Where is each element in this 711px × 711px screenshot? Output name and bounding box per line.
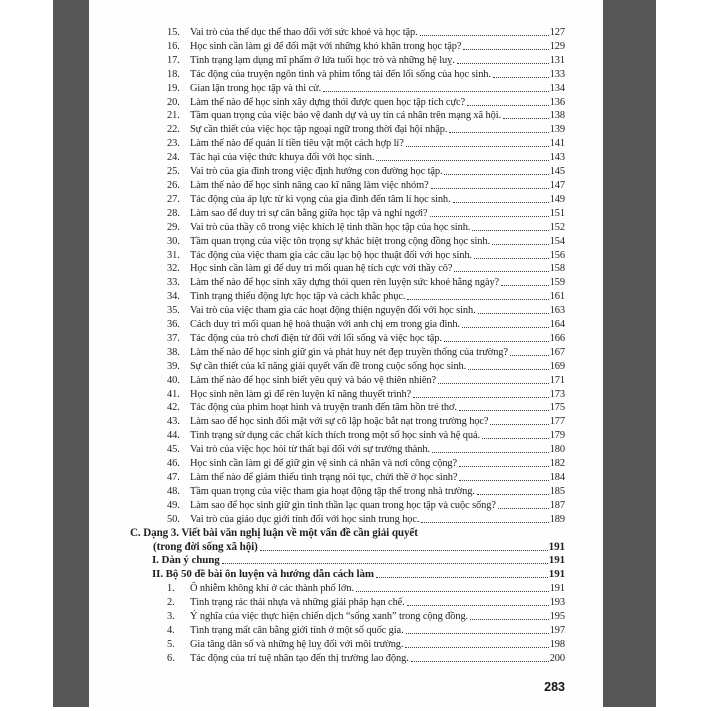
dot-leader	[430, 216, 549, 217]
toc-entry-title: Tác động của phim hoạt hình và truyện tranh đến tâm hồn trẻ thơ.	[190, 402, 457, 414]
toc-entry-page: 189	[549, 513, 565, 525]
toc-entry	[89, 401, 603, 415]
toc-entry-page: 149	[549, 193, 565, 205]
toc-entry-title: Sự cần thiết của việc học tập ngoại ngữ trong thời đại hội nhập.	[190, 124, 448, 136]
toc-entry-number: 41.	[167, 388, 180, 400]
toc-entry-number: 38.	[167, 346, 180, 358]
toc-entry-number: 17.	[167, 54, 180, 66]
toc-entry	[89, 568, 603, 582]
toc-entry	[89, 68, 603, 82]
book-page	[89, 0, 603, 711]
dot-leader	[453, 202, 549, 203]
toc-entry	[89, 179, 603, 193]
toc-entry-number: 16.	[167, 40, 180, 52]
toc-entry	[89, 610, 603, 624]
toc-entry-number: 26.	[167, 179, 180, 191]
dot-leader	[376, 160, 548, 161]
dot-leader	[323, 91, 549, 92]
toc-entry-number: 29.	[167, 221, 180, 233]
dot-leader	[411, 661, 549, 662]
toc-entry-page: 191	[548, 540, 565, 553]
toc-entry-title: Tác hại của việc thức khuya đối với học sinh.	[190, 152, 375, 164]
toc-entry-number: 30.	[167, 235, 180, 247]
toc-entry-title: Làm thế nào để học sinh xây dựng thói quen rèn luyện sức khoẻ hằng ngày?	[190, 277, 500, 289]
dot-leader	[407, 299, 548, 300]
toc-entry-title: Làm thế nào để quản lí tiền tiêu vặt một cách hợp lí?	[190, 138, 404, 150]
toc-entry	[89, 443, 603, 457]
toc-entry-page: 198	[549, 638, 565, 650]
toc-entry-page: 163	[549, 305, 565, 317]
toc-entry	[89, 151, 603, 165]
dot-leader	[463, 49, 548, 50]
toc-entry-title: Tầm quan trọng của việc bảo vệ danh dự và uy tín cá nhân trên mạng xã hội.	[190, 110, 502, 122]
toc-entry-number: 20.	[167, 96, 180, 108]
dot-leader	[490, 424, 548, 425]
toc-entry-title: Làm sao để học sinh giữ gìn tinh thần lạc quan trong học tập và cuộc sống?	[190, 499, 496, 511]
toc-entry-page: 159	[549, 277, 565, 289]
toc-entry-page: 145	[549, 166, 565, 178]
toc-entry	[89, 82, 603, 96]
dot-leader	[470, 619, 549, 620]
toc-entry-number: 5.	[167, 638, 175, 650]
table-of-contents	[89, 26, 603, 666]
toc-entry-number: 21.	[167, 110, 180, 122]
toc-entry-page: 134	[549, 82, 565, 94]
toc-entry-page: 184	[549, 472, 565, 483]
toc-entry-number: 4.	[167, 624, 175, 636]
toc-entry	[89, 26, 603, 40]
dot-leader	[501, 285, 549, 286]
toc-entry	[89, 304, 603, 318]
toc-entry	[89, 513, 603, 527]
toc-entry-title: Tác động của trí tuệ nhân tạo đến thị trường lao động.	[190, 652, 409, 664]
toc-entry-page: 185	[549, 485, 565, 497]
page-edge-shadow-left	[53, 0, 89, 707]
toc-entry	[89, 471, 603, 485]
toc-entry-title: Sự cần thiết của kĩ năng giải quyết vấn đề trong cuộc sống học sinh.	[190, 360, 467, 372]
toc-entry-title: Cách duy trì mối quan hệ hoà thuận với anh chị em trong gia đình.	[190, 319, 460, 331]
toc-entry-title: Tầm quan trọng của việc tham gia hoạt động tập thể trong nhà trường.	[190, 485, 475, 497]
toc-entry	[89, 360, 603, 374]
toc-entry-page: 131	[549, 54, 565, 66]
toc-entry	[89, 638, 603, 652]
toc-entry-page: 179	[549, 430, 565, 442]
toc-entry-title: Vai trò của thầy cô trong việc khích lệ tinh thần học tập của học sinh.	[190, 221, 471, 233]
toc-entry-number: 42.	[167, 402, 180, 414]
dot-leader	[462, 327, 549, 328]
toc-entry-title: I. Dàn ý chung	[152, 554, 220, 567]
toc-entry	[89, 596, 603, 610]
toc-entry	[89, 554, 603, 568]
toc-entry-title: Tình trạng rác thải nhựa và những giải pháp hạn chế.	[190, 597, 405, 609]
toc-entry-page: 156	[549, 249, 565, 261]
toc-entry-number: 43.	[167, 416, 180, 428]
dot-leader	[376, 577, 548, 578]
toc-entry-page: 191	[548, 554, 565, 567]
toc-entry-page: 154	[549, 235, 565, 247]
toc-entry	[89, 96, 603, 110]
toc-entry-title: Làm thế nào để học sinh xây dựng thói được quen học tập tích cực?	[190, 96, 465, 108]
toc-entry-title: Làm thế nào để giảm thiểu tình trạng nói tục, chửi thề ở học sinh?	[190, 472, 458, 483]
toc-entry-title: Tình trạng mất cân bằng giới tính ở một số quốc gia.	[190, 624, 404, 636]
toc-entry-title: Làm sao để duy trì sự cân bằng giữa học tập và nghỉ ngơi?	[190, 207, 428, 219]
dot-leader	[260, 550, 548, 551]
toc-entry-page: 193	[549, 597, 565, 609]
toc-entry	[89, 137, 603, 151]
toc-entry-number: 50.	[167, 513, 180, 525]
toc-entry-title: Vai trò của việc tham gia các hoạt động thiện nguyện đối với học sinh.	[190, 305, 476, 317]
toc-entry-title: Làm thế nào để học sinh nâng cao kĩ năng làm việc nhóm?	[190, 179, 429, 191]
toc-entry-page: 171	[549, 374, 565, 386]
dot-leader	[421, 522, 548, 523]
toc-entry-number: 46.	[167, 458, 180, 470]
toc-entry	[89, 652, 603, 666]
dot-leader	[459, 480, 548, 481]
toc-entry-title: Vai trò của gia đình trong việc định hướng con đường học tập.	[190, 166, 443, 178]
toc-entry-number: 24.	[167, 152, 180, 164]
toc-entry-title: Tác động của truyện ngôn tình và phim tổng tài đến lối sống của học sinh.	[190, 68, 491, 80]
toc-entry-page: 127	[549, 27, 565, 38]
toc-entry-title: Làm thế nào để học sinh giữ gìn và phát huy nét đẹp truyền thống của trường?	[190, 346, 508, 358]
toc-entry-page: 152	[549, 221, 565, 233]
toc-entry-page: 175	[549, 402, 565, 414]
toc-entry-page: 173	[549, 388, 565, 400]
toc-entry-number: 6.	[167, 652, 175, 664]
toc-entry	[89, 582, 603, 596]
dot-leader	[457, 63, 549, 64]
toc-entry-number: 25.	[167, 166, 180, 178]
toc-entry-page: 187	[549, 499, 565, 511]
dot-leader	[431, 188, 549, 189]
toc-entry-title: Gia tăng dân số và những hệ luỵ đối với môi trường.	[190, 638, 404, 650]
toc-entry	[89, 109, 603, 123]
toc-entry-page: 147	[549, 179, 565, 191]
toc-entry-page: 177	[549, 416, 565, 428]
toc-entry-number: 39.	[167, 360, 180, 372]
page-edge-shadow-right	[603, 0, 656, 707]
toc-entry-number: 35.	[167, 305, 180, 317]
toc-entry	[89, 318, 603, 332]
toc-entry	[89, 499, 603, 513]
toc-entry-title: II. Bộ 50 đề bài ôn luyện và hướng dẫn cách làm	[152, 568, 374, 581]
toc-entry-number: 3.	[167, 611, 175, 623]
toc-entry-number: 31.	[167, 249, 180, 261]
toc-entry-page: 164	[549, 319, 565, 331]
dot-leader	[222, 563, 548, 564]
toc-entry-number: 2.	[167, 597, 175, 609]
toc-entry-title: Học sinh nên làm gì để rèn luyện kĩ năng thuyết trình?	[190, 388, 412, 400]
dot-leader	[482, 438, 549, 439]
dot-leader	[510, 355, 549, 356]
toc-entry-page: 129	[549, 40, 565, 52]
toc-entry-page: 141	[549, 138, 565, 150]
toc-entry-number: 32.	[167, 263, 180, 275]
toc-entry-number: 37.	[167, 332, 180, 344]
toc-entry-page: 191	[548, 568, 565, 581]
toc-entry	[89, 262, 603, 276]
toc-entry-number: 28.	[167, 207, 180, 219]
toc-entry-title: Vai trò của việc học hỏi từ thất bại đối với sự trưởng thành.	[190, 444, 430, 456]
dot-leader	[449, 132, 548, 133]
toc-entry-page: 191	[549, 583, 565, 595]
toc-entry-title: Vai trò của thể dục thể thao đối với sức khoẻ và học tập.	[190, 27, 418, 38]
toc-entry-title: Ô nhiễm không khí ở các thành phố lớn.	[190, 583, 354, 595]
toc-entry-number: 22.	[167, 124, 180, 136]
toc-entry	[89, 388, 603, 402]
dot-leader	[432, 452, 549, 453]
toc-entry-page: 182	[549, 458, 565, 470]
toc-entry-page: 161	[549, 291, 565, 303]
toc-entry-page: 166	[549, 332, 565, 344]
dot-leader	[405, 647, 548, 648]
dot-leader	[356, 591, 549, 592]
toc-entry-page: 195	[549, 611, 565, 623]
toc-entry-page: 133	[549, 68, 565, 80]
toc-entry-number: 49.	[167, 499, 180, 511]
toc-entry	[89, 457, 603, 471]
toc-entry	[89, 415, 603, 429]
toc-entry-title: Tác động của trò chơi điện tử đối với lối sống và việc học tập.	[190, 332, 442, 344]
toc-entry-number: 19.	[167, 82, 180, 94]
toc-entry-title: Làm sao để học sinh đối mặt với sự cô lập hoặc bắt nạt trong trường học?	[190, 416, 489, 428]
dot-leader	[459, 410, 549, 411]
toc-entry-page: 167	[549, 346, 565, 358]
toc-entry	[89, 485, 603, 499]
toc-entry-number: 27.	[167, 193, 180, 205]
toc-entry-title: Vai trò của giáo dục giới tính đối với học sinh trung học.	[190, 513, 420, 525]
dot-leader	[406, 146, 549, 147]
toc-entry-number: 36.	[167, 319, 180, 331]
toc-entry-title: Tầm quan trọng của việc tôn trọng sự khác biệt trong cộng đồng học sinh.	[190, 235, 490, 247]
toc-entry-title: Học sinh cần làm gì để giữ gìn vệ sinh cá nhân và nơi công cộng?	[190, 458, 458, 470]
toc-entry	[89, 249, 603, 263]
toc-entry-page: 139	[549, 124, 565, 136]
dot-leader	[444, 341, 549, 342]
toc-entry-page: 158	[549, 263, 565, 275]
dot-leader	[438, 383, 549, 384]
dot-leader	[413, 397, 549, 398]
toc-entry-title: Tình trạng lạm dụng mĩ phẩm ở lứa tuổi học trò và những hệ luỵ.	[190, 54, 455, 66]
toc-entry-number: 40.	[167, 374, 180, 386]
toc-entry	[89, 276, 603, 290]
toc-entry-page: 197	[549, 624, 565, 636]
dot-leader	[444, 174, 548, 175]
toc-entry-page: 136	[549, 96, 565, 108]
toc-entry-number: 34.	[167, 291, 180, 303]
toc-entry-title: Tác động của việc tham gia các câu lạc bộ học thuật đối với học sinh.	[190, 249, 472, 261]
toc-entry	[89, 193, 603, 207]
dot-leader	[477, 494, 549, 495]
toc-entry-number: 1.	[167, 583, 175, 595]
dot-leader	[467, 105, 549, 106]
toc-entry-page: 169	[549, 360, 565, 372]
dot-leader	[459, 466, 549, 467]
dot-leader	[406, 633, 549, 634]
toc-entry	[89, 290, 603, 304]
page-number: 283	[544, 680, 565, 694]
toc-entry	[89, 40, 603, 54]
dot-leader	[420, 35, 549, 36]
dot-leader	[503, 118, 549, 119]
toc-entry	[89, 332, 603, 346]
toc-entry	[89, 221, 603, 235]
toc-entry	[89, 123, 603, 137]
toc-entry-number: 47.	[167, 472, 180, 483]
toc-entry-title: (trong đời sống xã hội)	[153, 540, 258, 553]
toc-entry-page: 151	[549, 207, 565, 219]
page-number-footer	[544, 680, 565, 694]
dot-leader	[474, 258, 549, 259]
toc-entry-number: 45.	[167, 444, 180, 456]
toc-entry-page: 143	[549, 152, 565, 164]
toc-entry	[89, 374, 603, 388]
toc-entry	[89, 346, 603, 360]
toc-entry-title: Gian lận trong học tập và thi cử.	[190, 82, 322, 94]
toc-entry-page: 200	[549, 652, 565, 664]
toc-entry-number: 48.	[167, 485, 180, 497]
toc-entry-number: 18.	[167, 68, 180, 80]
dot-leader	[493, 77, 549, 78]
toc-entry-title: C. Dạng 3. Viết bài văn nghị luận về một vấn đề cần giải quyết	[130, 526, 418, 539]
toc-entry-title: Tác động của áp lực từ kì vọng của gia đình đến tâm lí học sinh.	[190, 193, 451, 205]
toc-entry	[89, 527, 603, 541]
toc-entry	[89, 541, 603, 555]
dot-leader	[478, 313, 549, 314]
toc-entry	[89, 54, 603, 68]
toc-entry-title: Ý nghĩa của việc thực hiện chiến dịch “sống xanh” trong cộng đồng.	[190, 611, 469, 623]
toc-entry	[89, 429, 603, 443]
toc-entry	[89, 235, 603, 249]
toc-entry-number: 23.	[167, 138, 180, 150]
dot-leader	[468, 369, 549, 370]
dot-leader	[498, 508, 549, 509]
dot-leader	[454, 271, 548, 272]
toc-entry-title: Học sinh cần làm gì để đối mặt với những khó khăn trong học tập?	[190, 40, 462, 52]
toc-entry	[89, 207, 603, 221]
dot-leader	[492, 244, 549, 245]
toc-entry-title: Làm thế nào để học sinh biết yêu quý và bảo vệ thiên nhiên?	[190, 374, 436, 386]
toc-entry-number: 33.	[167, 277, 180, 289]
toc-entry-page: 138	[549, 110, 565, 122]
dot-leader	[472, 230, 548, 231]
toc-entry-title: Tình trạng sử dụng các chất kích thích trong một số học sinh và hệ quả.	[190, 430, 480, 442]
toc-entry	[89, 165, 603, 179]
toc-entry-number: 44.	[167, 430, 180, 442]
toc-entry-page: 180	[549, 444, 565, 456]
toc-entry	[89, 624, 603, 638]
toc-entry-title: Tình trạng thiếu động lực học tập và cách khắc phục.	[190, 291, 406, 303]
dot-leader	[407, 605, 549, 606]
toc-entry-number: 15.	[167, 27, 180, 38]
toc-entry-title: Học sinh cần làm gì để duy trì mối quan hệ tích cực với thầy cô?	[190, 263, 453, 275]
